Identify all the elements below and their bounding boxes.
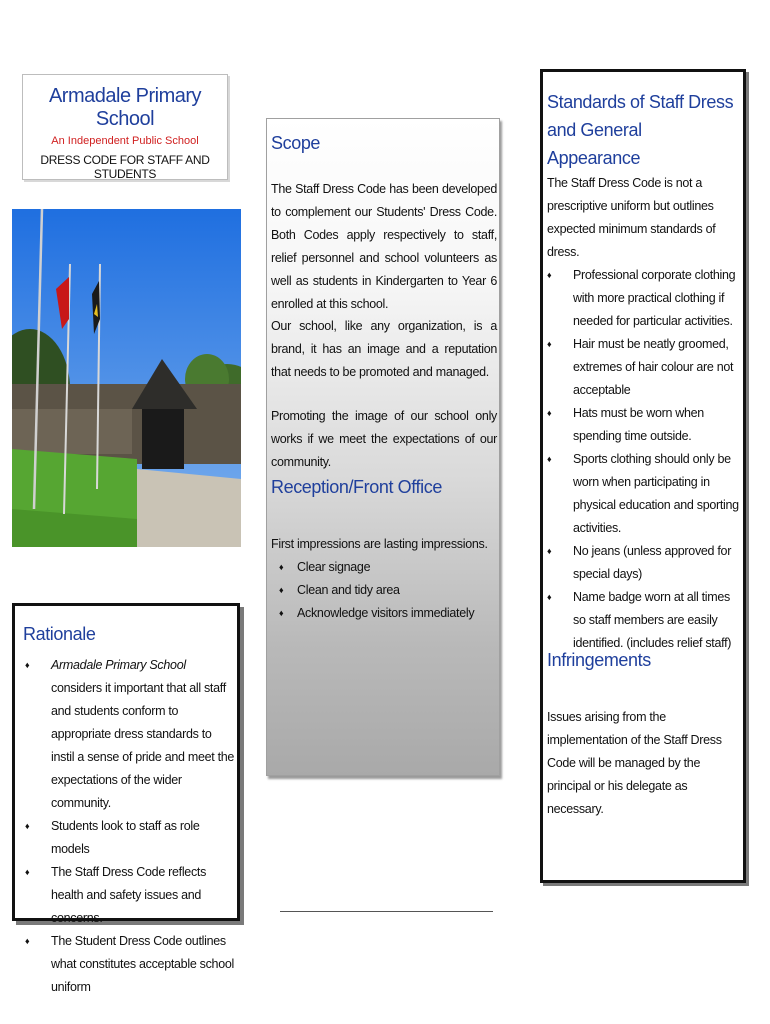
school-name-italic: Armadale Primary School <box>51 658 186 672</box>
reception-intro: First impressions are lasting impressions. <box>271 537 488 551</box>
bullet-icon: ♦ <box>547 408 552 418</box>
standards-list <box>543 264 741 655</box>
scope-paragraph-2: Our school, like any organization, is a brand, it has an image and a reputation that needs to be promoted and managed. <box>271 319 497 379</box>
list-item-text: The Student Dress Code outlines what constitutes acceptable school uniform <box>51 934 234 994</box>
rationale-list <box>15 654 235 999</box>
bullet-icon: ♦ <box>279 608 284 618</box>
list-item-text: Clean and tidy area <box>297 583 400 597</box>
reception-list <box>271 556 497 625</box>
infringements-heading: Infringements <box>547 650 651 670</box>
bullet-icon: ♦ <box>279 585 284 595</box>
bullet-icon: ♦ <box>25 936 30 946</box>
list-item-text: Sports clothing should only be worn when participating in physical education and sporting activities. <box>573 452 739 535</box>
school-subtitle: An Independent Public School <box>51 135 199 147</box>
list-item <box>271 556 497 579</box>
list-item-text: No jeans (unless approved for special days) <box>573 544 732 581</box>
list-item-text: considers it important that all staff and students conform to appropriate dress standards to instil a sense of pride and meet the expectations of the wider community. <box>51 681 235 810</box>
rationale-heading: Rationale <box>23 624 96 644</box>
list-item-text: Acknowledge visitors immediately <box>297 606 475 620</box>
list-item <box>271 579 497 602</box>
list-item <box>15 815 235 861</box>
bullet-icon: ♦ <box>279 562 284 572</box>
list-item-text: Students look to staff as role models <box>51 819 200 856</box>
list-item <box>543 333 741 402</box>
bullet-icon: ♦ <box>25 867 30 877</box>
standards-heading: Standards of Staff Dress and General Appearance <box>547 92 734 168</box>
list-item <box>543 540 741 586</box>
list-item <box>15 930 235 999</box>
bullet-icon: ♦ <box>547 454 552 464</box>
list-item <box>543 402 741 448</box>
list-item-text: Name badge worn at all times so staff members are easily identified. (includes relief staff) <box>573 590 732 650</box>
bullet-icon: ♦ <box>547 270 552 280</box>
bullet-icon: ♦ <box>547 592 552 602</box>
list-item <box>543 448 741 540</box>
list-item <box>15 861 235 930</box>
reception-heading: Reception/Front Office <box>271 477 442 497</box>
standards-intro: The Staff Dress Code is not a prescriptive uniform but outlines expected minimum standards of dress. <box>547 176 716 259</box>
title-box <box>22 74 228 180</box>
list-item-text: Hair must be neatly groomed, extremes of hair colour are not acceptable <box>573 337 734 397</box>
scope-paragraph-1: The Staff Dress Code has been developed to complement our Students' Dress Code. Both Codes apply respectively to staff, relief personnel and school volunteers as well as students in Kindergarten to Year 6 enrolled at this school. <box>271 182 497 311</box>
infringements-text: Issues arising from the implementation of the Staff Dress Code will be managed by the principal or his delegate as necessary. <box>547 710 722 816</box>
scope-paragraph-3: Promoting the image of our school only works if we meet the expectations of our community. <box>271 409 497 469</box>
bullet-icon: ♦ <box>547 546 552 556</box>
school-name: Armadale Primary School <box>48 85 202 130</box>
list-item <box>15 654 235 815</box>
standards-box <box>540 69 746 883</box>
list-item-text: Professional corporate clothing with more practical clothing if needed for particular activities. <box>573 268 736 328</box>
document-title: DRESS CODE FOR STAFF AND STUDENTS <box>40 153 210 181</box>
list-item <box>543 586 741 655</box>
bullet-icon: ♦ <box>25 660 30 670</box>
list-item-text: Clear signage <box>297 560 371 574</box>
scope-panel <box>266 118 500 776</box>
list-item <box>543 264 741 333</box>
divider-line <box>280 911 493 912</box>
list-item-text: Hats must be worn when spending time outside. <box>573 406 704 443</box>
bullet-icon: ♦ <box>547 339 552 349</box>
rationale-box <box>12 603 240 994</box>
scope-heading: Scope <box>271 133 321 153</box>
list-item-text: The Staff Dress Code reflects health and safety issues and concerns. <box>51 865 207 925</box>
school-photo <box>12 209 241 547</box>
bullet-icon: ♦ <box>25 821 30 831</box>
list-item <box>271 602 497 625</box>
